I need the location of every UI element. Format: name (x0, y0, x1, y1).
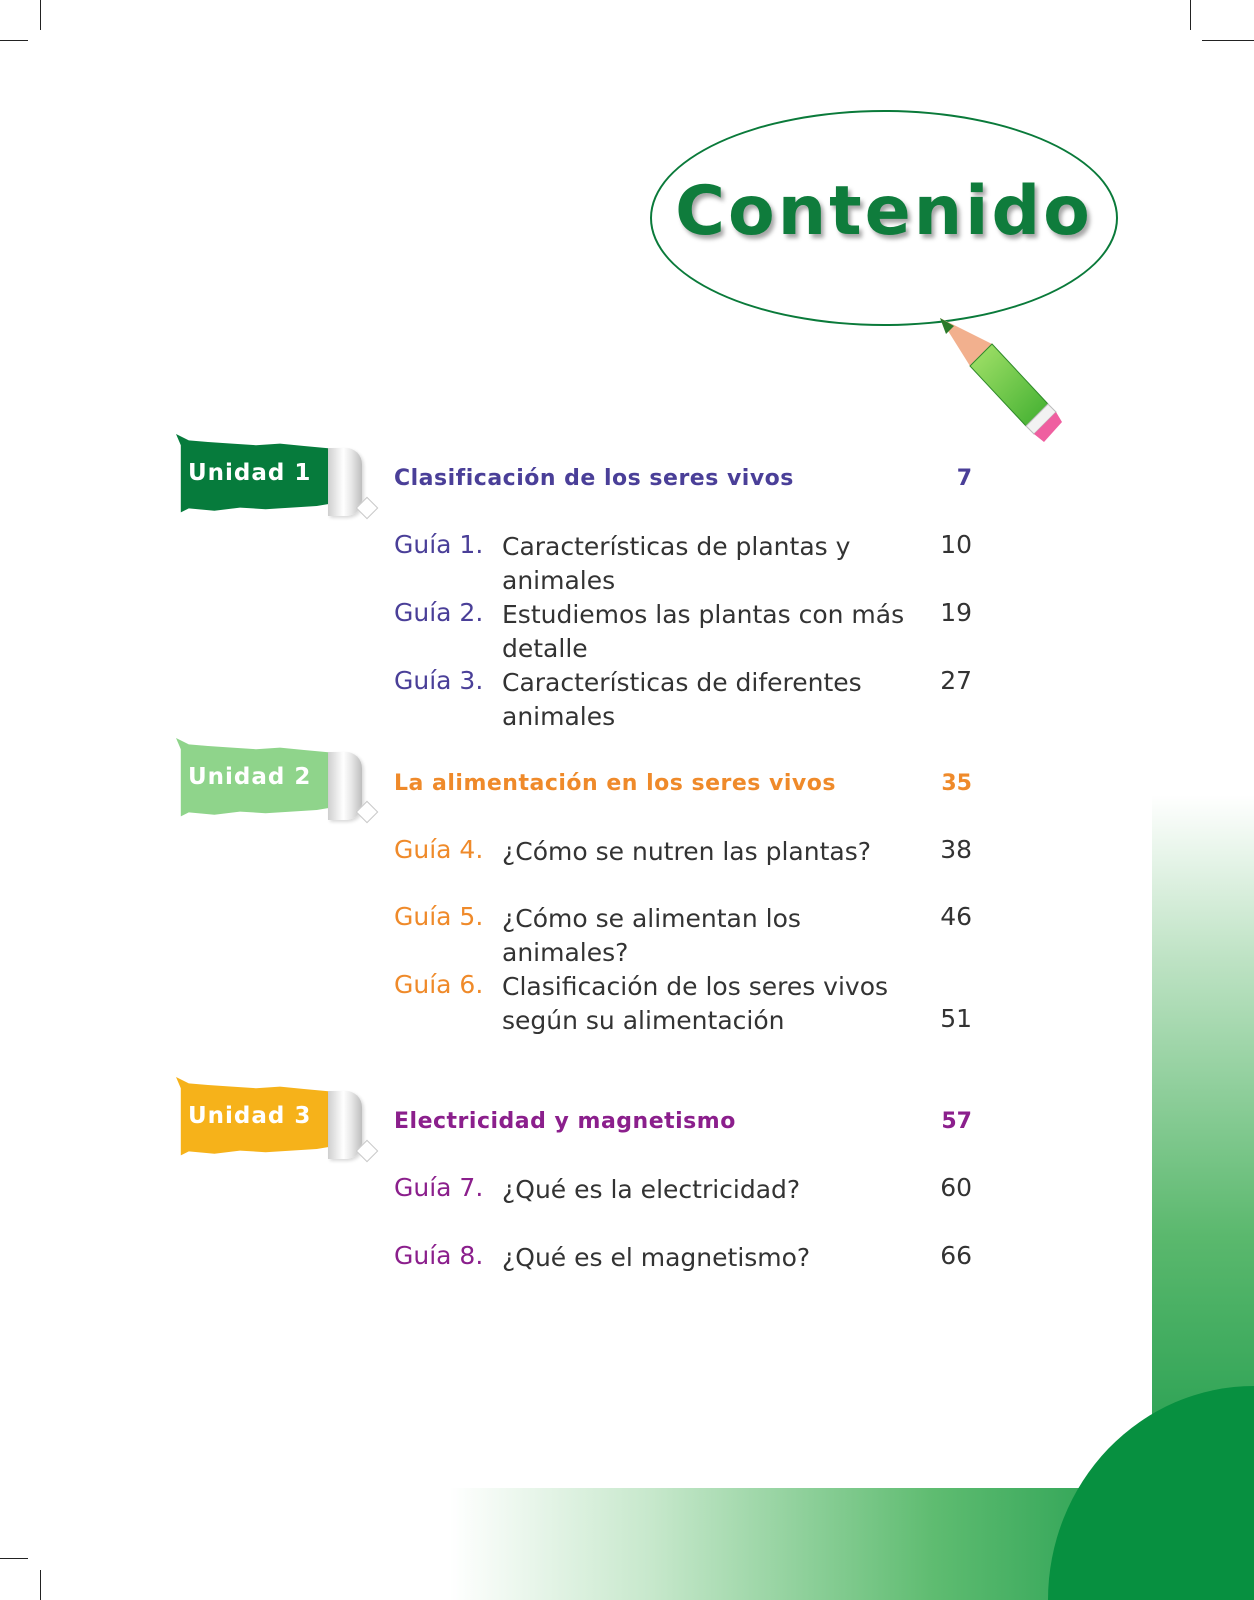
guide-title: Características de diferentes animales (502, 668, 862, 731)
guide-label: Guía 6. (394, 970, 484, 999)
crop-mark (0, 1558, 28, 1559)
guide-title: Clasificación de los seres vivos según su alimentación (502, 972, 889, 1035)
guide-page-number: 60 (940, 1173, 972, 1202)
guide-label: Guía 2. (394, 598, 484, 627)
unit-badge-2 (176, 738, 381, 828)
unit-page-number: 35 (941, 771, 972, 796)
page-title: Contenido (675, 172, 1093, 251)
guide-label: Guía 1. (394, 530, 484, 559)
crop-mark (40, 1570, 41, 1600)
guide-title: Estudiemos las plantas con más detalle (502, 600, 905, 663)
guide-label: Guía 3. (394, 666, 484, 695)
unit-page-number: 7 (956, 466, 972, 491)
pencil-icon (940, 318, 1065, 448)
guide-label: Guía 4. (394, 835, 484, 864)
corner-quarter-circle (1048, 1386, 1254, 1600)
guide-page-number: 27 (940, 666, 972, 695)
unit-badge-3 (176, 1077, 381, 1167)
guide-label: Guía 7. (394, 1173, 484, 1202)
guide-title: ¿Cómo se nutren las plantas? (502, 837, 871, 866)
guide-title: ¿Qué es el magnetismo? (502, 1243, 811, 1272)
unit-badge-label: Unidad 2 (188, 764, 312, 790)
unit-badge-label: Unidad 3 (188, 1103, 312, 1129)
guide-title: ¿Cómo se alimentan los animales? (502, 904, 801, 967)
guide-title: Características de plantas y animales (502, 532, 851, 595)
guide-page-number: 46 (940, 902, 972, 931)
guide-label: Guía 5. (394, 902, 484, 931)
unit-title[interactable]: Clasificación de los seres vivos (394, 466, 794, 491)
guide-page-number: 66 (940, 1241, 972, 1270)
unit-badge-1 (176, 434, 381, 524)
unit-page-number: 57 (941, 1109, 972, 1134)
crop-mark (1202, 40, 1254, 41)
unit-title[interactable]: Electricidad y magnetismo (394, 1109, 736, 1134)
unit-title[interactable]: La alimentación en los seres vivos (394, 771, 836, 796)
guide-page-number: 51 (940, 1004, 972, 1033)
guide-page-number: 10 (940, 530, 972, 559)
guide-page-number: 19 (940, 598, 972, 627)
crop-mark (1190, 0, 1191, 30)
crop-mark (0, 40, 28, 41)
guide-label: Guía 8. (394, 1241, 484, 1270)
guide-page-number: 38 (940, 835, 972, 864)
guide-title: ¿Qué es la electricidad? (502, 1175, 801, 1204)
crop-mark (40, 0, 41, 30)
unit-badge-label: Unidad 1 (188, 460, 312, 486)
